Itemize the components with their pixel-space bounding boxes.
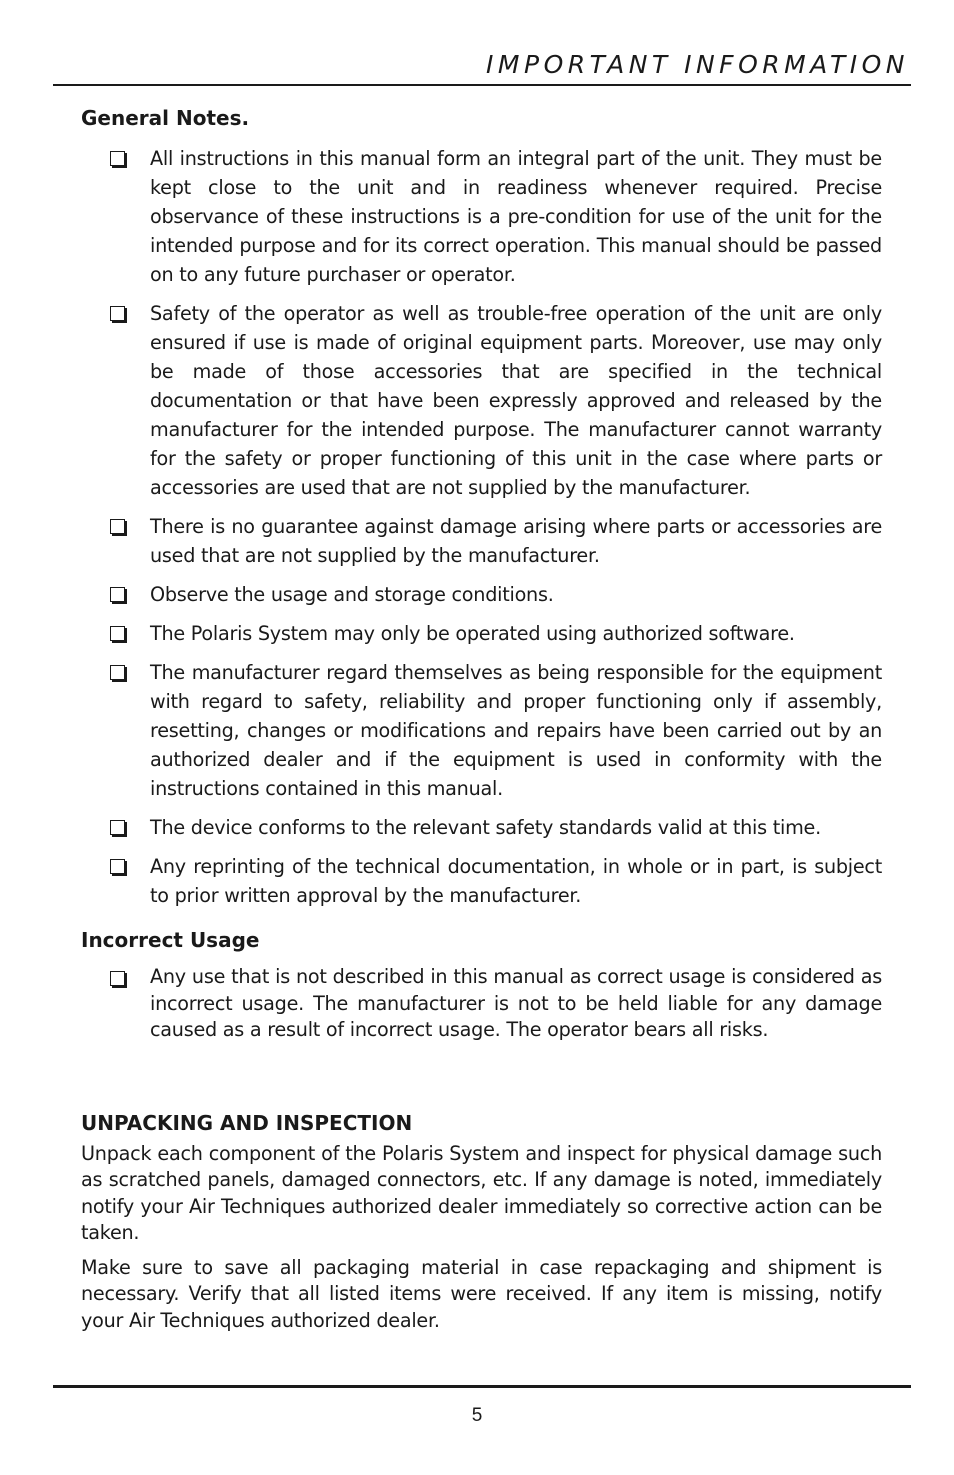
list-item	[81, 144, 882, 289]
list-item	[81, 299, 882, 502]
checkbox-bullet-icon	[110, 859, 125, 874]
page-number: 5	[471, 1405, 483, 1426]
general-notes-list	[81, 144, 882, 910]
list-item-text: There is no guarantee against damage arising where parts or accessories are used that are not supplied by the manufacturer.	[150, 515, 882, 567]
list-item-text: The Polaris System may only be operated using authorized software.	[150, 622, 795, 645]
checkbox-bullet-icon	[110, 626, 125, 641]
list-item-text: Any use that is not described in this manual as correct usage is considered as incorrect usage. The manufacturer is not to be held liable for any damage caused as a result of incorrect usage. The operator bears all risks.	[150, 965, 882, 1041]
checkbox-bullet-icon	[110, 665, 125, 680]
checkbox-bullet-icon	[110, 306, 125, 321]
list-item-text: Observe the usage and storage conditions.	[150, 583, 554, 606]
unpacking-heading: UNPACKING AND INSPECTION	[81, 1110, 413, 1135]
incorrect-usage-heading: Incorrect Usage	[81, 928, 260, 952]
list-item	[81, 619, 882, 648]
list-item	[81, 658, 882, 803]
checkbox-bullet-icon	[110, 587, 125, 602]
general-notes-heading: General Notes.	[81, 106, 250, 130]
incorrect-usage-list	[81, 964, 882, 1044]
unpacking-paragraph: Make sure to save all packaging material in case repackaging and shipment is necessary. Verify that all listed items were received. If any item is missing, notify your Air Techniques authorized dealer.	[81, 1255, 882, 1332]
list-item-text: The manufacturer regard themselves as being responsible for the equipment with regard to safety, reliability and proper functioning only if assembly, resetting, changes or modifications and repairs have been carried out by an authorized dealer and if the equipment is used in conformity with the instructions contained in this manual.	[150, 661, 882, 800]
list-item-text: Any reprinting of the technical documentation, in whole or in part, is subject to prior written approval by the manufacturer.	[150, 855, 882, 907]
list-item-text: Safety of the operator as well as trouble-free operation of the unit are only ensured if use is made of original equipment parts. Moreover, use may only be made of those accessories that are specified in the technical documentation or that have been expressly approved and released by the manufacturer for the intended purpose. The manufacturer cannot warranty for the safety or proper functioning of this unit in the case where parts or accessories are used that are not supplied by the manufacturer.	[150, 302, 882, 499]
checkbox-bullet-icon	[110, 971, 125, 986]
checkbox-bullet-icon	[110, 151, 125, 166]
list-item	[81, 512, 882, 570]
checkbox-bullet-icon	[110, 820, 125, 835]
page-header	[53, 40, 911, 86]
list-item	[81, 580, 882, 609]
checkbox-bullet-icon	[110, 519, 125, 534]
list-item	[81, 964, 882, 1044]
page-content	[81, 104, 882, 1342]
unpacking-paragraph: Unpack each component of the Polaris System and inspect for physical damage such as scratched panels, damaged connectors, etc. If any damage is noted, immediately notify your Air Techniques authorized dealer immediately so corrective action can be taken.	[81, 1141, 882, 1244]
list-item	[81, 852, 882, 910]
list-item	[81, 813, 882, 842]
footer-rule	[53, 1385, 911, 1388]
list-item-text: The device conforms to the relevant safety standards valid at this time.	[150, 816, 821, 839]
header-title: IMPORTANT INFORMATION	[486, 50, 909, 79]
list-item-text: All instructions in this manual form an integral part of the unit. They must be kept close to the unit and in readiness whenever required. Precise observance of these instructions is a pre-condition for use of the unit for the intended purpose and for its correct operation. This manual should be passed on to any future purchaser or operator.	[150, 147, 882, 286]
